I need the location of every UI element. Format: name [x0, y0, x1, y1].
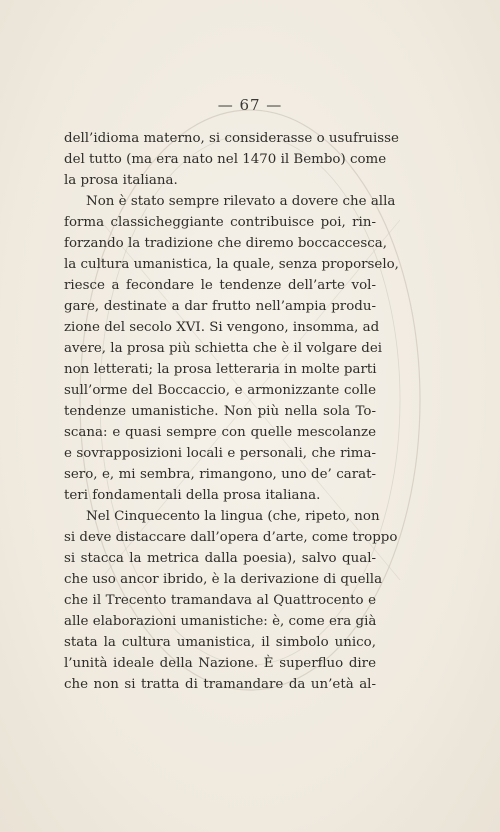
text-line: si deve distaccare dall’opera d’arte, come troppo [64, 530, 398, 545]
text-line: la cultura umanistica, la quale, senza proporselo, [64, 257, 399, 272]
text-line: sull’orme del Boccaccio, e armonizzante colle [64, 383, 376, 398]
text-line: stata la cultura umanistica, il simbolo unico, [64, 635, 376, 650]
text-line: forzando la tradizione che diremo boccaccesca, [64, 236, 387, 251]
text-line: Non è stato sempre rilevato a dovere che alla [86, 194, 396, 209]
text-line: e sovrapposizioni locali e personali, che rima- [64, 446, 376, 461]
text-line: che il Trecento tramandava al Quattrocento e [64, 593, 376, 608]
text-line: Nel Cinquecento la lingua (che, ripeto, non [86, 509, 380, 524]
text-line: non letterati; la prosa letteraria in molte parti [64, 362, 377, 377]
text-line: tendenze umanistiche. Non più nella sola To- [64, 404, 376, 419]
body-text [64, 128, 399, 695]
text-line: la prosa italiana. [64, 173, 178, 188]
text-line: scana: e quasi sempre con quelle mescolanze [64, 425, 376, 440]
page-number: — 67 — [217, 96, 283, 114]
text-line: zione del secolo XVI. Si vengono, insomma, ad [64, 320, 380, 335]
text-line: si stacca la metrica dalla poesia), salvo qual- [64, 551, 376, 566]
text-line: gare, destinate a dar frutto nell’ampia produ- [64, 299, 376, 314]
text-line: che uso ancor ibrido, è la derivazione di quella [64, 572, 383, 587]
text-line: dell’idioma materno, si considerasse o usufruisse [64, 131, 399, 146]
text-line: alle elaborazioni umanistiche: è, come era già [64, 614, 377, 629]
text-line: teri fondamentali della prosa italiana. [64, 488, 321, 503]
text-line: avere, la prosa più schietta che è il volgare dei [64, 341, 383, 356]
text-line: del tutto (ma era nato nel 1470 il Bembo) come [64, 152, 387, 167]
text-line: riesce a fecondare le tendenze dell’arte vol- [64, 278, 376, 293]
text-line: sero, e, mi sembra, rimangono, uno de’ carat- [64, 467, 376, 482]
text-line: che non si tratta di tramandare da un’età al- [64, 677, 376, 692]
text-line: forma classicheggiante contribuisce poi, rin- [64, 215, 376, 230]
text-line: l’unità ideale della Nazione. È superfluo dire [64, 656, 376, 671]
